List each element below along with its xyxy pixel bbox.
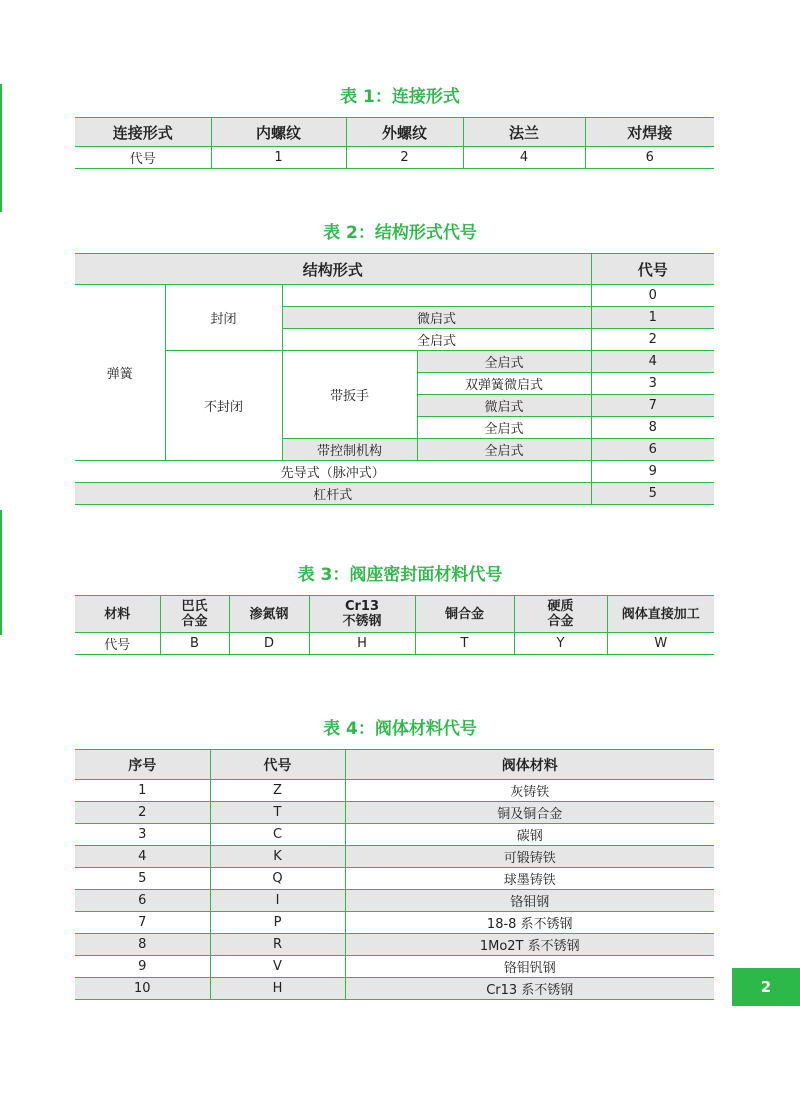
table2-row-label: 微启式: [282, 307, 591, 329]
table3-header-line1: 渗氮钢: [249, 606, 289, 622]
table4-cell: C: [210, 824, 345, 846]
pilot-code: 9: [591, 461, 714, 483]
table2-row-label: 全启式: [417, 439, 591, 461]
sealed-cell: 封闭: [165, 285, 282, 351]
table3: [75, 595, 714, 655]
lever-code: 5: [591, 483, 714, 505]
table2-row-label: 全启式: [417, 351, 591, 373]
table1-header: 连接形式: [75, 118, 211, 147]
table-row: [75, 934, 714, 956]
table-row: [75, 846, 714, 868]
table3-header-line1: Cr13: [344, 599, 380, 614]
table4: [75, 749, 714, 1000]
table4-cell: 可锻铸铁: [345, 846, 714, 868]
table4-cell: I: [210, 890, 345, 912]
table-row: [75, 956, 714, 978]
table4-cell: P: [210, 912, 345, 934]
table3-cell: T: [415, 633, 514, 655]
table2-row-label: 微启式: [417, 395, 591, 417]
table4-cell: 铜及铜合金: [345, 802, 714, 824]
table4-cell: 球墨铸铁: [345, 868, 714, 890]
table4-cell: Z: [210, 780, 345, 802]
table4-cell: 1: [75, 780, 210, 802]
table4-cell: 灰铸铁: [345, 780, 714, 802]
table2-row-label: 全启式: [417, 417, 591, 439]
table-row: [75, 780, 714, 802]
unsealed-cell: 不封闭: [165, 351, 282, 461]
table3-header-line2: 合金: [547, 614, 574, 629]
table4-cell: 7: [75, 912, 210, 934]
table2-row-code: 0: [591, 285, 714, 307]
table-row: [75, 912, 714, 934]
table2-caption: 表 2：结构形式代号: [323, 223, 477, 243]
table1-header: 内螺纹: [211, 118, 346, 147]
table2-row-code: 6: [591, 439, 714, 461]
pilot-label: 先导式（脉冲式）: [75, 461, 591, 483]
table2: [75, 253, 714, 505]
table3-cell: H: [309, 633, 415, 655]
lever-label: 杠杆式: [75, 483, 591, 505]
table4-cell: 18-8 系不锈钢: [345, 912, 714, 934]
table4-header: 序号: [75, 750, 210, 780]
table2-header-structure: 结构形式: [75, 254, 591, 285]
table4-cell: Q: [210, 868, 345, 890]
table4-cell: V: [210, 956, 345, 978]
table3-header: [607, 596, 714, 633]
table2-row-code: 8: [591, 417, 714, 439]
table1-header: 法兰: [463, 118, 585, 147]
table3-header: [75, 596, 160, 633]
table2-row-label: [282, 285, 591, 307]
table-row: [75, 824, 714, 846]
table4-cell: 10: [75, 978, 210, 1000]
table3-cell: B: [160, 633, 229, 655]
table4-cell: 铬钼钢: [345, 890, 714, 912]
table3-header-line2: 不锈钢: [342, 614, 382, 629]
table1-cell: 4: [463, 147, 585, 169]
table1-cell: 6: [585, 147, 714, 169]
table3-cell: D: [229, 633, 309, 655]
table3-caption: 表 3：阀座密封面材料代号: [297, 565, 503, 585]
table4-body: [75, 780, 714, 1000]
table1-cell: 2: [346, 147, 463, 169]
table1-cell: 代号: [75, 147, 211, 169]
table4-cell: 2: [75, 802, 210, 824]
table1-cell: 1: [211, 147, 346, 169]
table2-row-code: 2: [591, 329, 714, 351]
table4-header: 代号: [210, 750, 345, 780]
table3-header-line1: 硬质: [547, 599, 574, 614]
table3-header-line2: 合金: [181, 614, 208, 629]
table2-row-code: 1: [591, 307, 714, 329]
table4-cell: 6: [75, 890, 210, 912]
table4-cell: 4: [75, 846, 210, 868]
table3-header: [229, 596, 309, 633]
table1-caption: 表 1：连接形式: [340, 87, 460, 107]
table4-cell: Cr13 系不锈钢: [345, 978, 714, 1000]
table1: [75, 117, 714, 169]
table3-cell: Y: [514, 633, 607, 655]
table4-cell: T: [210, 802, 345, 824]
table2-row-code: 4: [591, 351, 714, 373]
table-row: [75, 978, 714, 1000]
table4-header: 阀体材料: [345, 750, 714, 780]
with-wrench-cell: 带扳手: [282, 351, 417, 439]
table4-cell: 8: [75, 934, 210, 956]
table4-cell: 5: [75, 868, 210, 890]
table4-cell: R: [210, 934, 345, 956]
table4-cell: 3: [75, 824, 210, 846]
table4-cell: 1Mo2T 系不锈钢: [345, 934, 714, 956]
table3-cell: W: [607, 633, 714, 655]
table3-header: [309, 596, 415, 633]
table1-header: 外螺纹: [346, 118, 463, 147]
table-row: [75, 868, 714, 890]
table4-cell: 9: [75, 956, 210, 978]
table-row: [75, 802, 714, 824]
table3-header-line1: 铜合金: [444, 606, 484, 622]
table4-cell: 铬钼钒钢: [345, 956, 714, 978]
page-number-tab: 2: [732, 968, 800, 1006]
table3-header-line1: 巴氏: [181, 599, 208, 614]
table4-cell: H: [210, 978, 345, 1000]
table2-row-code: 7: [591, 395, 714, 417]
table1-header: 对焊接: [585, 118, 714, 147]
table-row: [75, 890, 714, 912]
table3-header: [514, 596, 607, 633]
table3-header-line1: 材料: [104, 606, 131, 622]
table2-row-label: 全启式: [282, 329, 591, 351]
table4-cell: 碳钢: [345, 824, 714, 846]
table3-header: [160, 596, 229, 633]
table2-row-label: 双弹簧微启式: [417, 373, 591, 395]
table2-row-code: 3: [591, 373, 714, 395]
table4-cell: K: [210, 846, 345, 868]
table3-header: [415, 596, 514, 633]
table2-header-code: 代号: [591, 254, 714, 285]
table4-caption: 表 4：阀体材料代号: [323, 719, 477, 739]
table3-header-line1: 阀体直接加工: [621, 606, 700, 622]
table3-cell: 代号: [75, 633, 160, 655]
with-control-cell: 带控制机构: [282, 439, 417, 461]
spring-cell: 弹簧: [75, 285, 165, 461]
